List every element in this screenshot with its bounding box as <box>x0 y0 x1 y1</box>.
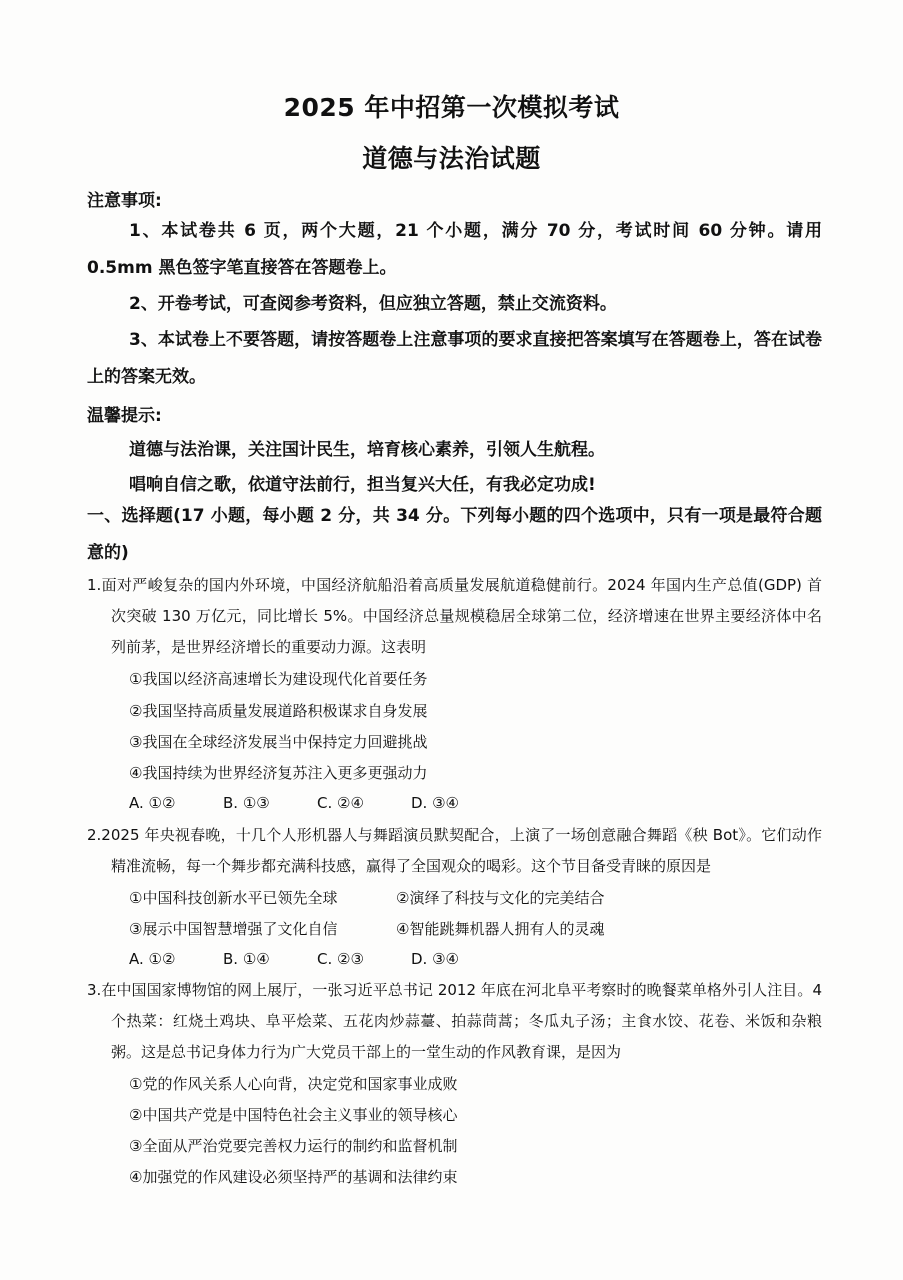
question-2-choice-b: B. ①④ <box>223 950 270 968</box>
question-1-option-1: ①我国以经济高速增长为建设现代化首要任务 <box>129 670 428 688</box>
question-2-choices <box>129 950 505 968</box>
question-3-option-4: ④加强党的作风建设必须坚持严的基调和法律约束 <box>129 1168 458 1186</box>
notice-item-1: 1、本试卷共 6 页，两个大题，21 个小题，满分 70 分，考试时间 60 分钟。请用 0.5mm 黑色签字笔直接答在答题卷上。 <box>87 221 822 278</box>
question-2-option-2: ②演绎了科技与文化的完美结合 <box>396 889 605 907</box>
question-1-choice-a: A. ①② <box>129 794 176 812</box>
question-1-option-2: ②我国坚持高质量发展道路积极谋求自身发展 <box>129 702 428 720</box>
question-1-choice-b: B. ①③ <box>223 794 270 812</box>
question-3-option-3: ③全面从严治党要完善权力运行的制约和监督机制 <box>129 1137 458 1155</box>
question-1-choices <box>129 794 505 812</box>
question-1-choice-d: D. ③④ <box>411 794 459 812</box>
notice-item-3: 3、本试卷上不要答题，请按答题卷上注意事项的要求直接把答案填写在答题卷上，答在试卷上的答案无效。 <box>87 330 822 387</box>
question-3-stem: 3.在中国国家博物馆的网上展厅，一张习近平总书记 2012 年底在河北阜平考察时的晚餐菜单格外引人注目。4 个热菜：红烧土鸡块、阜平烩菜、五花肉炒蒜薹、拍蒜茼蒿；冬瓜丸子汤；主食水饺、花卷、米饭和杂粮粥。这是总书记身体力行为广大党员干部上的一堂生动的作风教育课，是因为 <box>87 981 822 1061</box>
question-2-choice-a: A. ①② <box>129 950 176 968</box>
question-1-stem: 1.面对严峻复杂的国内外环境，中国经济航船沿着高质量发展航道稳健前行。2024 年国内生产总值(GDP) 首次突破 130 万亿元，同比增长 5%。中国经济总量规模稳居全球第二位，经济增速在世界主要经济体中名列前茅，是世界经济增长的重要动力源。这表明 <box>87 576 822 656</box>
question-3-option-2: ②中国共产党是中国特色社会主义事业的领导核心 <box>129 1106 458 1124</box>
tip-line-1: 道德与法治课，关注国计民生，培育核心素养，引领人生航程。 <box>129 440 605 460</box>
question-2-option-3: ③展示中国智慧增强了文化自信 <box>129 920 338 938</box>
question-2-stem: 2.2025 年央视春晚，十几个人形机器人与舞蹈演员默契配合，上演了一场创意融合舞蹈《秧 Bot》。它们动作精准流畅，每一个舞步都充满科技感，赢得了全国观众的喝彩。这个节目备受青睐的原因是 <box>87 826 822 875</box>
tips-heading: 温馨提示: <box>87 406 162 426</box>
question-2-option-1: ①中国科技创新水平已领先全球 <box>129 889 338 907</box>
notice-heading: 注意事项: <box>87 191 162 211</box>
section-heading: 一、选择题(17 小题，每小题 2 分，共 34 分。下列每小题的四个选项中，只有一项是最符合题意的) <box>87 506 822 563</box>
question-3-option-1: ①党的作风关系人心向背，决定党和国家事业成败 <box>129 1075 458 1093</box>
question-2-choice-d: D. ③④ <box>411 950 459 968</box>
notice-item-2: 2、开卷考试，可查阅参考资料，但应独立答题，禁止交流资料。 <box>129 294 617 314</box>
question-1-option-3: ③我国在全球经济发展当中保持定力回避挑战 <box>129 733 428 751</box>
exam-subject: 道德与法治试题 <box>362 144 541 173</box>
question-2-option-4: ④智能跳舞机器人拥有人的灵魂 <box>396 920 605 938</box>
question-1-choice-c: C. ②④ <box>317 794 364 812</box>
question-2-choice-c: C. ②③ <box>317 950 364 968</box>
question-1-option-4: ④我国持续为世界经济复苏注入更多更强动力 <box>129 764 428 782</box>
exam-title: 2025 年中招第一次模拟考试 <box>283 93 620 122</box>
tip-line-2: 唱响自信之歌，依道守法前行，担当复兴大任，有我必定功成! <box>129 475 596 495</box>
